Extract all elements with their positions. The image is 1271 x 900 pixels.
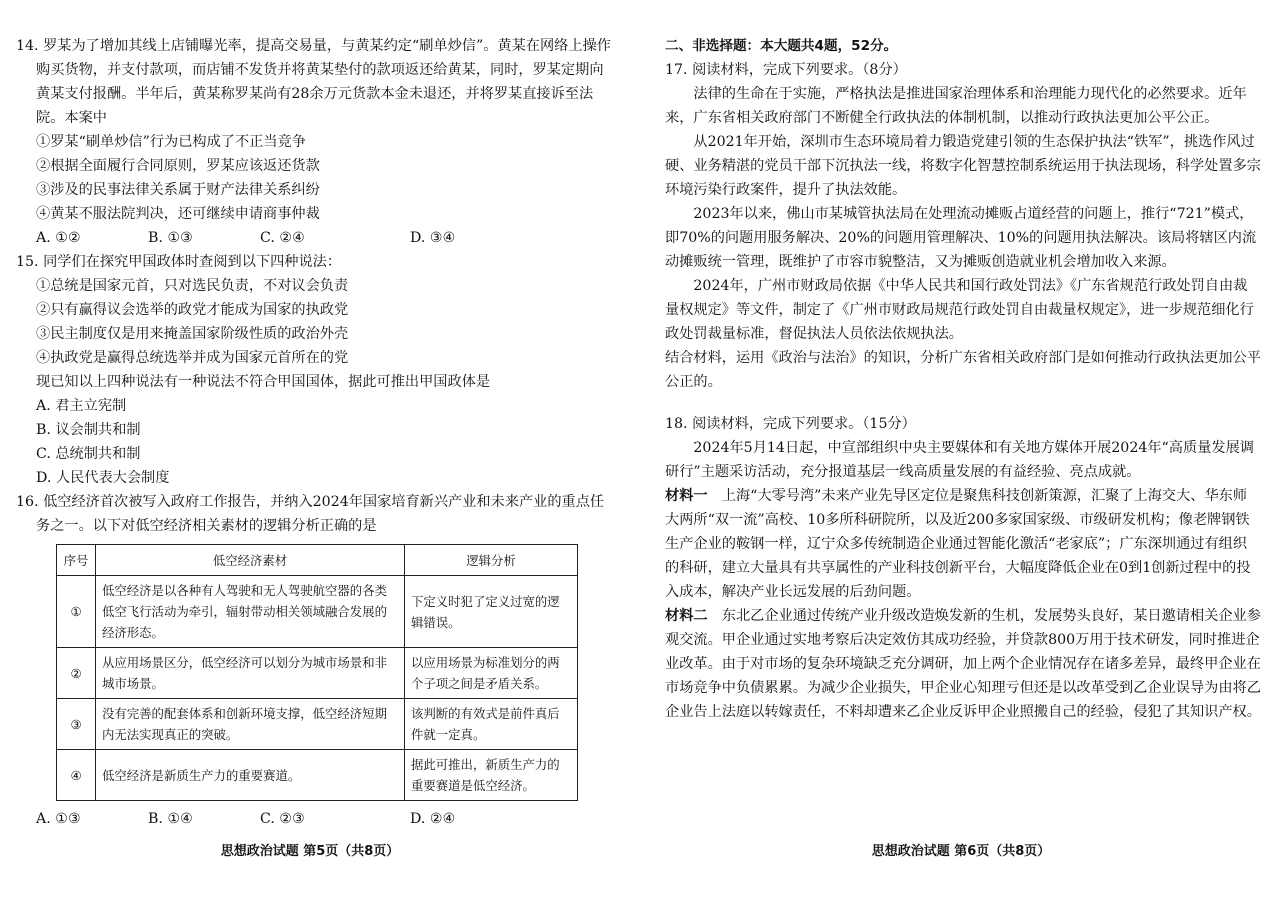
- q14-option-2: ②根据全面履行合同原则，罗某应该返还货款: [36, 158, 320, 174]
- q16-stem: 16. 低空经济首次被写入政府工作报告，并纳入2024年国家培育新兴产业和未来产业的重点任务之一。以下对低空经济相关素材的逻辑分析正确的是: [16, 494, 605, 534]
- left-page: [0, 0, 620, 900]
- table-cell-material: 低空经济是新质生产力的重要赛道。: [96, 750, 405, 801]
- table-cell-material: 没有完善的配套体系和创新环境支撑，低空经济短期内无法实现真正的突破。: [96, 699, 405, 750]
- q17-paragraph: 从2021年开始，深圳市生态环境局着力锻造党建引领的生态保护执法“铁军”，挑选作风过硬、业务精湛的党员干部下沉执法一线，将数字化智慧控制系统运用于执法现场，科学处置多宗环境污染行政案件，提升了执法效能。: [665, 134, 1261, 198]
- q16-choice-d: D. ②④: [410, 811, 456, 827]
- q18-material-1: [665, 484, 1261, 604]
- section-title: 二、非选择题：本大题共4题，52分。: [665, 38, 898, 54]
- table-cell-number: ④: [57, 750, 96, 801]
- q17-paragraph: 2023年以来，佛山市某城管执法局在处理流动摊贩占道经营的问题上，推行“721”模式，即70%的问题用服务解决、20%的问题用管理解决、10%的问题用执法解决。该局将辖区内流动摊贩统一管理，既维护了市容市貌整洁，又为摊贩创造就业机会增加收入来源。: [665, 206, 1257, 270]
- table-header: 低空经济素材: [96, 545, 405, 576]
- q14-choice-d: D. ③④: [410, 230, 456, 246]
- table-row: [57, 750, 578, 801]
- table-cell-analysis: 该判断的有效式是前件真后件就一定真。: [405, 699, 578, 750]
- left-content: [16, 34, 612, 831]
- table-row: [57, 576, 578, 648]
- q15-option-4: ④执政党是赢得总统选举并成为国家元首所在的党: [36, 350, 349, 366]
- q14-choice-a: A. ①②: [36, 230, 81, 246]
- table-header-row: [57, 545, 578, 576]
- q15-option-2: ②只有赢得议会选举的政党才能成为国家的执政党: [36, 302, 349, 318]
- q15-follow: 现已知以上四种说法有一种说法不符合甲国国体，据此可推出甲国政体是: [36, 374, 491, 390]
- material-2-text: 东北乙企业通过传统产业升级改造焕发新的生机，发展势头良好，某日邀请相关企业参观交流。甲企业通过实地考察后决定效仿其成功经验，并贷款800万用于技术研发，同时推进企业改革。由于对市场的复杂环境缺乏充分调研，加上两个企业情况存在诸多差异，最终甲企业在市场竞争中负债累累。为减少企业损失，甲企业心知理亏但还是以改革受到乙企业误导为由将乙企业告上法庭以转嫁责任，不料却遭来乙企业反诉甲企业照搬自己的经验，侵犯了其知识产权。: [665, 608, 1261, 720]
- q16-table: [56, 544, 578, 801]
- q14-option-4: ④黄某不服法院判决，还可继续申请商事仲裁: [36, 206, 320, 222]
- table-cell-material: 从应用场景区分，低空经济可以划分为城市场景和非城市场景。: [96, 648, 405, 699]
- right-page-footer: 思想政治试题 第6页（共8页）: [871, 844, 1051, 859]
- q16-choices: [16, 807, 612, 831]
- table-cell-material: 低空经济是以各种有人驾驶和无人驾驶航空器的各类低空飞行活动为牵引，辐射带动相关领域融合发展的经济形态。: [96, 576, 405, 648]
- q18-material-2: [665, 604, 1261, 724]
- left-page-footer: 思想政治试题 第5页（共8页）: [220, 844, 400, 859]
- table-cell-analysis: 以应用场景为标准划分的两个子项之间是矛盾关系。: [405, 648, 578, 699]
- q15-choice-c: C. 总统制共和制: [36, 446, 141, 462]
- table-cell-analysis: 据此可推出，新质生产力的重要赛道是低空经济。: [405, 750, 578, 801]
- table-header: 逻辑分析: [405, 545, 578, 576]
- q14-stem: 14. 罗某为了增加其线上店铺曝光率，提高交易量，与黄某约定“刷单炒信”。黄某在网络上操作购买货物，并支付款项，而店铺不发货并将黄某垫付的款项返还给黄某，同时，罗某定期向黄某支付报酬。半年后，黄某称罗某尚有28余万元货款本金未退还，并将罗某直接诉至法院。本案中: [16, 38, 611, 126]
- q17-task: 结合材料，运用《政治与法治》的知识，分析广东省相关政府部门是如何推动行政执法更加公平公正的。: [665, 350, 1261, 390]
- q15-choice-a: A. 君主立宪制: [36, 398, 127, 414]
- q15-choice-d: D. 人民代表大会制度: [36, 470, 170, 486]
- q18-stem: 18. 阅读材料，完成下列要求。（15分）: [665, 416, 916, 432]
- q15-option-3: ③民主制度仅是用来掩盖国家阶级性质的政治外壳: [36, 326, 349, 342]
- table-header: 序号: [57, 545, 96, 576]
- material-1-label: 材料一: [665, 488, 708, 504]
- q18-intro: 2024年5月14日起，中宣部组织中央主要媒体和有关地方媒体开展2024年“高质量发展调研行”主题采访活动，充分报道基层一线高质量发展的有益经验、亮点成就。: [665, 440, 1254, 480]
- table-row: [57, 699, 578, 750]
- q16-choice-a: A. ①③: [36, 811, 81, 827]
- q17-stem: 17. 阅读材料，完成下列要求。（8分）: [665, 62, 907, 78]
- right-content: [665, 34, 1261, 724]
- table-cell-analysis: 下定义时犯了定义过宽的逻辑错误。: [405, 576, 578, 648]
- q14-option-3: ③涉及的民事法律关系属于财产法律关系纠纷: [36, 182, 320, 198]
- material-2-label: 材料二: [665, 608, 708, 624]
- q15-option-1: ①总统是国家元首，只对选民负责，不对议会负责: [36, 278, 349, 294]
- q16-choice-c: C. ②③: [260, 811, 305, 827]
- q14-choice-b: B. ①③: [148, 230, 193, 246]
- table-row: [57, 648, 578, 699]
- right-page: [651, 0, 1271, 900]
- q14-choice-c: C. ②④: [260, 230, 305, 246]
- q14-option-1: ①罗某“刷单炒信”行为已构成了不正当竞争: [36, 134, 306, 150]
- q16-choice-b: B. ①④: [148, 811, 193, 827]
- q14-choices: [16, 226, 612, 250]
- q17-paragraph: 法律的生命在于实施，严格执法是推进国家治理体系和治理能力现代化的必然要求。近年来，广东省相关政府部门不断健全行政执法的体制机制，以推动行政执法更加公平公正。: [665, 86, 1247, 126]
- table-cell-number: ②: [57, 648, 96, 699]
- material-1-text: 上海“大零号湾”未来产业先导区定位是聚焦科技创新策源，汇聚了上海交大、华东师大两所“双一流”高校、10多所科研院所，以及近200多家国家级、市级研发机构；像老牌钢铁生产企业的鞍钢一样，辽宁众多传统制造企业通过智能化激活“老家底”；广东深圳通过有组织的科研，建立大量具有共享属性的产业科技创新平台，大幅度降低企业在0到1创新过程中的投入成本，解决产业长远发展的后劲问题。: [665, 488, 1251, 600]
- table-cell-number: ①: [57, 576, 96, 648]
- q15-stem: 15. 同学们在探究甲国政体时查阅到以下四种说法：: [16, 254, 342, 270]
- spacer: [665, 394, 1261, 412]
- table-cell-number: ③: [57, 699, 96, 750]
- q15-choice-b: B. 议会制共和制: [36, 422, 141, 438]
- q17-paragraph: 2024年，广州市财政局依据《中华人民共和国行政处罚法》《广东省规范行政处罚自由裁量权规定》等文件，制定了《广州市财政局规范行政处罚自由裁量权规定》，进一步规范细化行政处罚裁量标准，督促执法人员依法依规执法。: [665, 278, 1254, 342]
